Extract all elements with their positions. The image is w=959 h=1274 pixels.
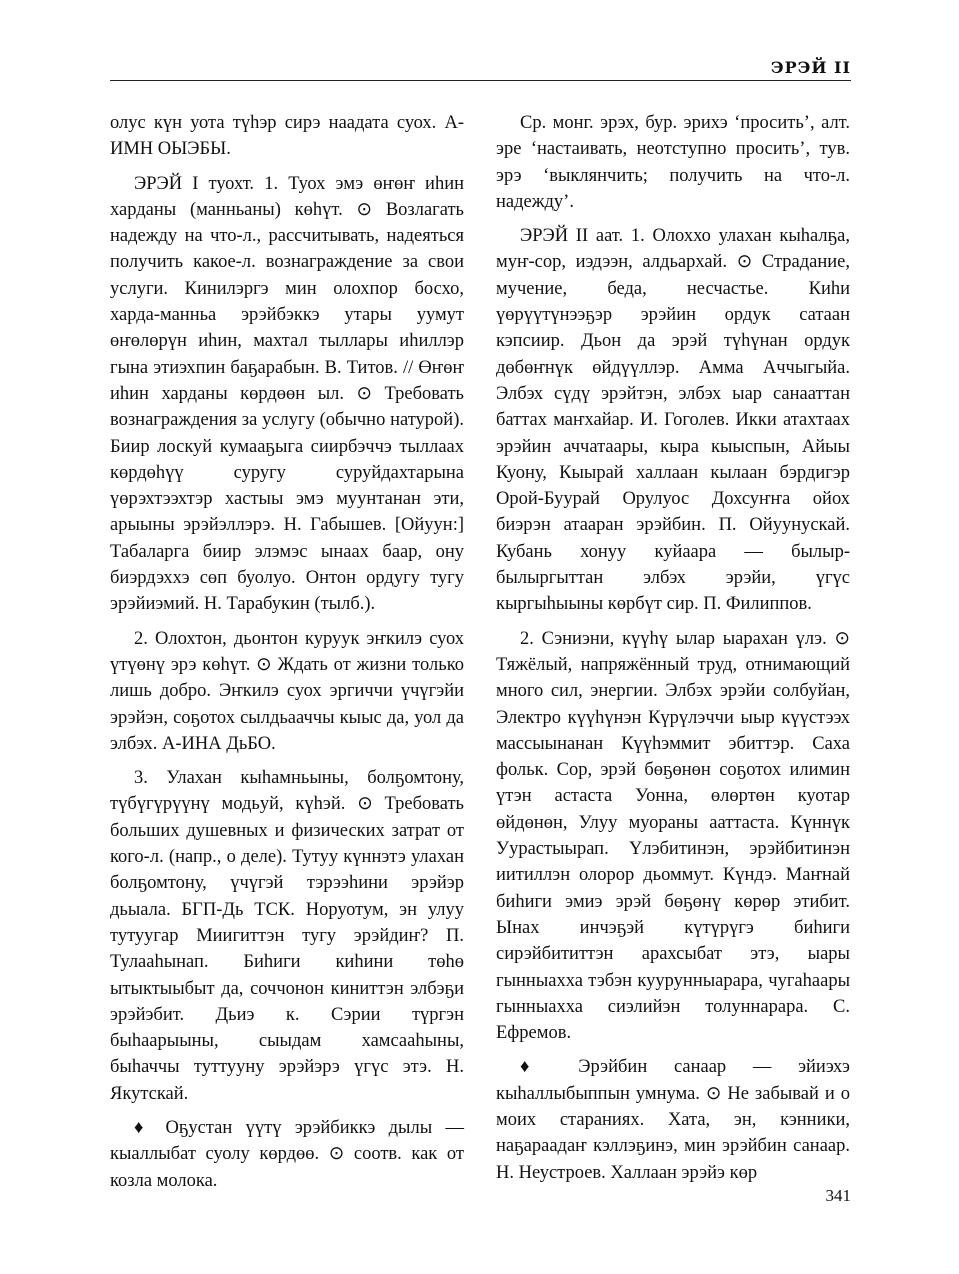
running-head: ЭРЭЙ II: [770, 58, 851, 77]
entry-paragraph: 3. Улахан кыһамньыны, болҕомтону, түбүгүрүүнү модьуй, күһэй. ⊙ Требовать больших душевных и физических затрат от кого-л. (напр., о деле). Тутуу күннэтэ улахан болҕомтону, үчүгэй тэрээһини эрэйэр дьыала. БГП-Дь ТСК. Норуотум, эн улуу тутуугар Миигиттэн тугу эрэйдиҥ? П. Тулааһынап. Биһиги киһини төһө ытыктыыбыт да, соччонон киниттэн элбэҕи эрэйэбит. Дьиэ к. Сэрии түргэн быһаарыыны, сыыдам хамсааһыны, быһаччы туттууну эрэйэрэ үгүс этэ. Н. Якутскай.: [110, 768, 464, 1104]
page-number: 341: [825, 1186, 851, 1205]
entry-paragraph: олус күн уота түһэр сирэ наадата суох. А-ИМН ОЫЭБЫ.: [110, 113, 464, 160]
entry-paragraph: 2. Сэниэни, күүһү ылар ыарахан үлэ. ⊙ Тяжёлый, напряжённый труд, отнимающий много сил, энергии. Элбэх эрэйи солбуйан, Электро күүһүнэн Күрүлэччи ыыр күүстээх массыынанан Күүһэммит эбиттэр. Саха фольк. Сор, эрэй бөҕөнөн соҕотох илимин үтэн астаста Уонна, өлөртөн куотар өйдөнөн, Улуу муораны ааттаста. Күннүк Уурастыырап. Үлэбитинэн, эрэйбитинэн иитиллэн олорор дьоммут. Күндэ. Маҥнай биһиги эмиэ эрэй бөҕөнү көрөр этибит. Ынах инчэҕэй күтүрүгэ биһиги сирэйбититтэн арахсыбат этэ, ыары гынныахха тэбэн куурунныарара, чугаһаары гынныахха сиэлийэн толуннарара. С. Ефремов.: [496, 628, 850, 1044]
entry-paragraph: ЭРЭЙ I туохт. 1. Туох эмэ өҥөҥ иһин харданы (манньаны) көһүт. ⊙ Возлагать надежду на что-л., рассчитывать, надеяться получить какое-л. вознаграждение за свои услуги. Кинилэргэ мин олохпор босхо, харда-манньа эрэйбэккэ утары уумут өҥөлөрүн иһин, махтал тыллары иһиллэр гына этиэхпин баҕарабын. В. Титов. // Өҥөҥ иһин харданы көрдөөн ыл. ⊙ Требовать вознаграждения за услугу (обычно натурой). Биир лоскуй кумааҕыга сиирбэччэ тыллаах көрдөһүү суругу суруйдахтарына үөрэхтээхтэр хастыы эмэ муунтанан эти, арыыны эрэйэллэрэ. Н. Габышев. [Ойуун:] Табаларга биир элэмэс ынаах баар, ону биэрдэххэ сөп буолуо. Онтон ордугу тугу эрэйиэмий. Н. Тарабукин (тылб.).: [110, 173, 464, 615]
right-column: [496, 110, 850, 1186]
page-header: [110, 52, 851, 81]
entry-paragraph: ЭРЭЙ II аат. 1. Олоххо улахан кыһалҕа, муҥ-сор, иэдээн, алдьархай. ⊙ Страдание, мучение, беда, несчастье. Киһи үөрүүтүнээҕэр эрэйин ордук сатаан кэпсиир. Дьон да эрэй түһүнан ордук дөбөҥнүк өйдүүллэр. Амма Аччыгыйа. Элбэх сүдү эрэйтэн, элбэх ыар санааттан баттах маҥхайар. И. Гоголев. Икки атахтаах эрэйин аччатаары, кыра кыыспын, Айыы Куону, Кыырай халлаан кылаан бэрдигэр Орой-Буурай Орулуос Дохсуҥҥа ойох биэрэн атааран эрэйбин. П. Ойуунускай. Кубань хонуу куйаара — былыр-былыргыттан элбэх эрэйи, үгүс кыргыһыыны көрбүт сир. П. Филиппов.: [496, 226, 850, 615]
left-column: [110, 110, 464, 1194]
entry-paragraph: Ср. монг. эрэх, бур. эрихэ ‘просить’, алт. эре ‘настаивать, неотступно просить’, тув. эрэ ‘выклянчить; получить на что-л. надежду’.: [496, 113, 850, 212]
entry-paragraph: ♦ Оҕустан үүтү эрэйбиккэ дылы — кыаллыбат суолу көрдөө. ⊙ соотв. как от козла молока.: [110, 1117, 464, 1191]
entry-paragraph: ♦ Эрэйбин санаар — эйиэхэ кыһаллыбыппын умнума. ⊙ Не забывай и о моих стараниях. Хата, эн, кэнники, наҕараадаҥ кэллэҕинэ, мин эрэйбин санаар. Н. Неустроев. Халлаан эрэйэ көр: [496, 1057, 850, 1183]
entry-paragraph: 2. Олохтон, дьонтон куруук эҥкилэ суох үтүөнү эрэ көһүт. ⊙ Ждать от жизни только лишь добро. Эҥкилэ суох эргиччи үчүгэйи эрэйэн, соҕотох сылдьааччы кыыс да, уол да элбэх. А-ИНА ДьБО.: [110, 628, 464, 754]
